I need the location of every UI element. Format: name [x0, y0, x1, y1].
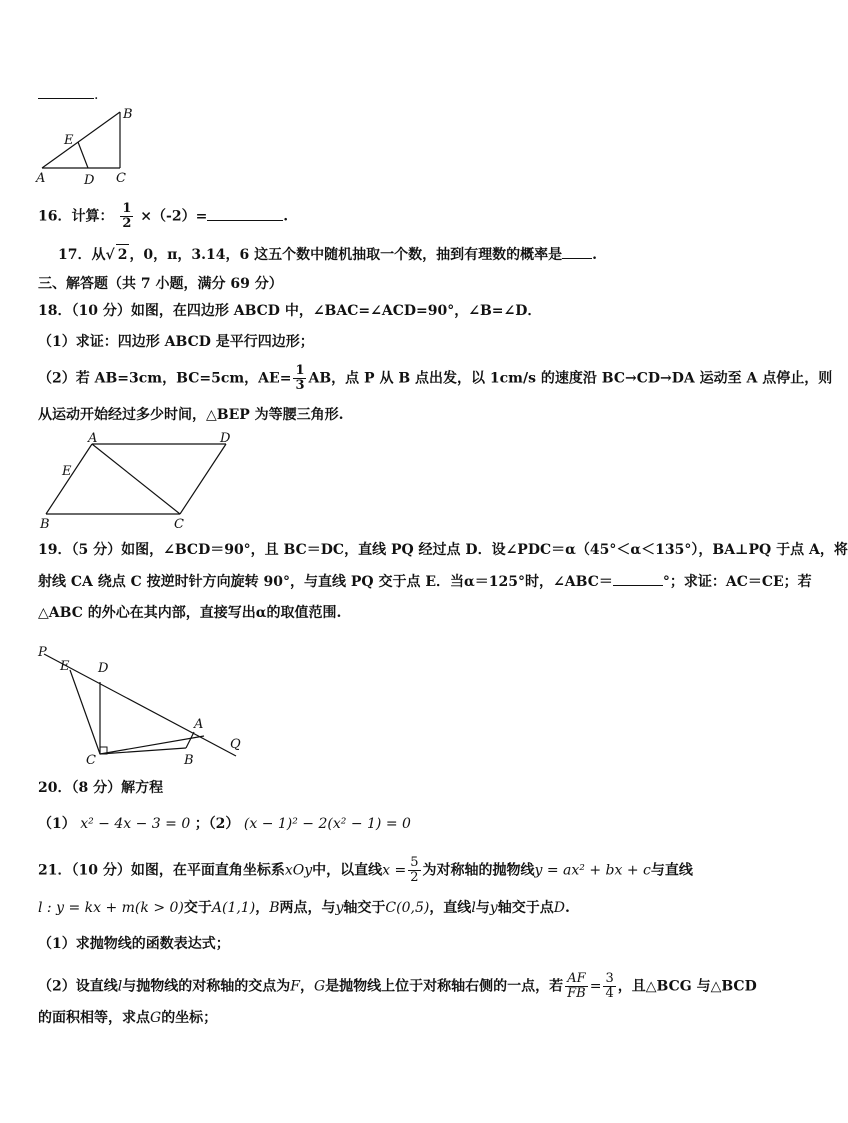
question-21-line-1: 21．（10 分）如图，在平面直角坐标系xOy中，以直线x = $\frac{5}{2}$ 为对称轴的抛物线y = ax² + bx + c与直线	[38, 855, 693, 885]
section-heading: 三、解答题（共 7 小题，满分 69 分）	[38, 276, 283, 292]
fraction: $\frac{AF}{FB}$	[567, 971, 586, 1001]
question-21-part-2-cont: 的面积相等，求点G的坐标；	[38, 1010, 218, 1026]
question-21-part-2: （2）设直线l与抛物线的对称轴的交点为F，G是抛物线上位于对称轴右侧的一点，若 $\frac{AF}{FB}$ = $\frac{3}{4}$ ，且△BCG 与△BCD	[38, 971, 757, 1001]
fig19-line-pq	[44, 654, 236, 756]
fig18-label-a: A	[88, 431, 98, 446]
fig19-segment-cb	[100, 748, 186, 754]
fig19-segment-ca	[100, 736, 204, 754]
question-20-equations: （1） x² − 4x − 3 = 0 ；（2） (x − 1)² − 2(x² − 1) = 0	[38, 816, 411, 832]
fraction: $\frac{3}{4}$	[605, 971, 614, 1001]
fig19-label-b: B	[184, 753, 194, 768]
fig18-label-c: C	[174, 517, 184, 532]
fraction: $\frac{5}{2}$	[410, 855, 419, 885]
fig15-label-a: A	[36, 171, 46, 186]
fig18-segment-cd	[180, 444, 226, 514]
answer-blank	[207, 206, 283, 221]
fig19-label-q: Q	[230, 737, 241, 752]
fig18-segment-ab	[46, 444, 92, 514]
question-19-line-1: 19．（5 分）如图，∠BCD＝90°，且 BC＝DC，直线 PQ 经过点 D．设∠PDC＝α（45°＜α＜135°），BA⊥PQ 于点 A，将	[38, 542, 848, 558]
question-18-part-1: （1）求证：四边形 ABCD 是平行四边形；	[38, 334, 314, 350]
question-18-part-2-cont: 从运动开始经过多少时间，△BEP 为等腰三角形.	[38, 407, 344, 423]
fig19-label-d: D	[98, 661, 109, 676]
fraction: $\frac{1}{3}$	[295, 363, 305, 393]
equation-1: x² − 4x − 3 = 0	[80, 816, 191, 832]
question-21-part-1: （1）求抛物线的函数表达式；	[38, 936, 230, 952]
fig19-label-p: P	[38, 645, 47, 660]
question-18-stem: 18．（10 分）如图，在四边形 ABCD 中，∠BAC=∠ACD=90°，∠B=∠D．	[38, 303, 542, 319]
fig15-segment-ab	[42, 112, 120, 168]
fig15-label-d: D	[84, 173, 95, 188]
fraction: $\frac{1}{2}$	[122, 201, 132, 231]
question-20-stem: 20．（8 分）解方程	[38, 780, 164, 796]
fig19-label-a: A	[194, 717, 204, 732]
fig18-segment-ac	[92, 444, 180, 514]
question-19-line-2: 射线 CA 绕点 C 按逆时针方向旋转 90°，与直线 PQ 交于点 E．当α＝125°时，∠ABC＝ °；求证：AC＝CE；若	[38, 571, 812, 592]
q15-answer-line: .	[38, 84, 98, 105]
fig15-label-b: B	[123, 107, 133, 122]
fig19-segment-ce	[70, 670, 100, 754]
question-16: 16．计算： $\frac{1}{2}$ ×（-2）= .	[38, 201, 289, 231]
fig18-label-b: B	[40, 517, 50, 532]
question-18-part-2: （2）若 AB=3cm，BC=5cm，AE= $\frac{1}{3}$ AB，点 P 从 B 点出发，以 1cm/s 的速度沿 BC→CD→DA 运动至 A 点停止，则	[38, 363, 833, 393]
answer-blank	[38, 84, 94, 99]
fig19-label-c: C	[86, 753, 96, 768]
fig15-label-e: E	[64, 133, 74, 148]
answer-blank	[613, 571, 663, 586]
fig19-segment-ab	[186, 732, 194, 748]
question-17: 17．从√ 2 ，0，π，3.14，6 这五个数中随机抽取一个数，抽到有理数的概率是 .	[58, 244, 597, 265]
question-21-line-2: l : y = kx + m(k > 0)交于A(1,1)，B两点，与y轴交于C(0,5)，直线l与y轴交于点D.	[38, 900, 570, 916]
answer-blank	[562, 244, 592, 259]
fig15-label-c: C	[116, 171, 126, 186]
equation-2: (x − 1)² − 2(x² − 1) = 0	[243, 816, 411, 832]
fig18-label-e: E	[62, 464, 72, 479]
fig19-label-e: E	[60, 659, 70, 674]
fig15-segment-ed	[78, 142, 88, 168]
figure-19	[34, 640, 254, 770]
figure-15	[34, 104, 144, 186]
question-19-line-3: △ABC 的外心在其内部，直接写出α的取值范围.	[38, 605, 342, 621]
figure-18	[34, 432, 234, 530]
fig18-label-d: D	[220, 431, 231, 446]
